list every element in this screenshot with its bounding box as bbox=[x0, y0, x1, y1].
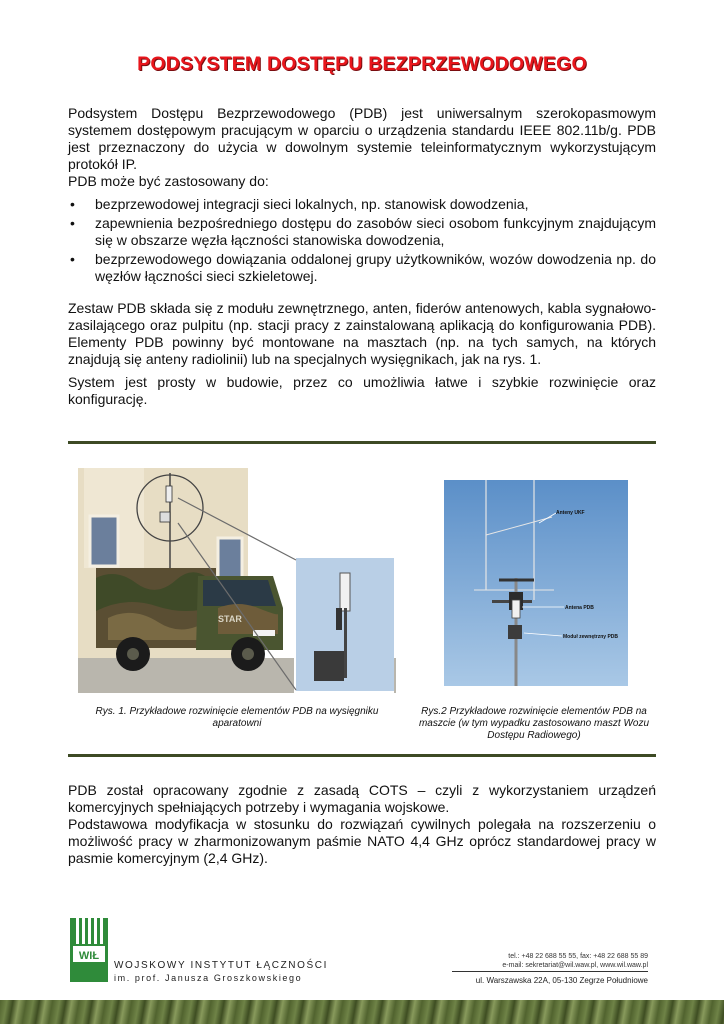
usage-list bbox=[68, 196, 656, 287]
section-divider bbox=[68, 754, 656, 757]
antenna-icon bbox=[340, 573, 350, 611]
intro-lead: PDB może być zastosowany do: bbox=[68, 173, 269, 189]
module-icon bbox=[508, 625, 522, 639]
contact-address: ul. Warszawska 22A, 05-130 Zegrze Południowe bbox=[475, 976, 648, 985]
logo-text: WIŁ bbox=[78, 950, 100, 962]
contact-email: e-mail: sekretariat@wil.waw.pl, www.wil.waw.pl bbox=[502, 962, 648, 969]
section-divider bbox=[68, 441, 656, 444]
module-icon bbox=[314, 651, 344, 681]
page-title: PODSYSTEM DOSTĘPU BEZPRZEWODOWEGO bbox=[137, 53, 587, 75]
figure-2-caption: Rys.2 Przykładowe rozwinięcie elementów PDB na maszcie (w tym wypadku zastosowano maszt Wozu Dostępu Radiowego) bbox=[418, 706, 650, 741]
figure-1-caption: Rys. 1. Przykładowe rozwinięcie elementów PDB na wysięgniku aparatowni bbox=[95, 706, 379, 729]
closing-paragraph: PDB został opracowany zgodnie z zasadą COTS – czyli z wykorzystaniem urządzeń komercyjnych spełniających potrzeby i wymagania wojskowe. bbox=[68, 782, 656, 815]
label-ukf: Anteny UKF bbox=[556, 510, 585, 516]
camouflage-band bbox=[0, 1000, 724, 1024]
intro-text bbox=[68, 105, 656, 190]
footer-divider bbox=[452, 971, 648, 972]
institute-logo bbox=[70, 918, 108, 982]
closing-text bbox=[68, 782, 656, 867]
window bbox=[90, 516, 118, 566]
institute-patron: im. prof. Janusza Groszkowskiego bbox=[114, 973, 303, 983]
list-item: • zapewnienia bezpośredniego dostępu do zasobów sieci osobom funkcyjnym znajdującym się w obszarze węzła łączności stanowiska dowodzenia, bbox=[68, 215, 656, 249]
window bbox=[218, 538, 242, 578]
list-item: • bezprzewodowej integracji sieci lokalnych, np. stanowisk dowodzenia, bbox=[68, 196, 656, 213]
antenna-icon bbox=[512, 600, 520, 618]
body-paragraph: Zestaw PDB składa się z modułu zewnętrznego, anten, fiderów antenowych, kabla sygnałowo-zasilającego oraz pulpitu (np. stacji pracy z zainstalowaną aplikacją do konfigurowania PDB). Elementy PDB powinny być montowane na masztach (np. na tych samych, na których znajdują się anteny radiolinii) lub na specjalnych wysięgnikach, jak na rys. 1. bbox=[68, 300, 656, 367]
body-paragraph: System jest prosty w budowie, przez co umożliwia łatwe i szybkie rozwinięcie oraz konfigurację. bbox=[68, 374, 656, 407]
institute-name: WOJSKOWY INSTYTUT ŁĄCZNOŚCI bbox=[114, 960, 328, 971]
truck-brand: STAR bbox=[218, 614, 242, 624]
label-module: Moduł zewnętrzny PDB bbox=[563, 634, 619, 640]
antenna-icon bbox=[166, 486, 172, 502]
figure-2-photo bbox=[444, 480, 628, 686]
closing-paragraph: Podstawowa modyfikacja w stosunku do rozwiązań cywilnych polegała na rozszerzeniu o możliwość pracy w zharmonizowanym paśmie NATO 4,4 GHz oprócz standardowej pracy w pasmie komercyjnym (2,4 GHz). bbox=[68, 816, 656, 866]
body-text bbox=[68, 300, 656, 408]
list-item: • bezprzewodowego dowiązania oddalonej grupy użytkowników, wozów dowodzenia np. do węzłów łączności sieci szkieletowej. bbox=[68, 251, 656, 285]
label-pdb: Antena PDB bbox=[565, 605, 594, 611]
figure-1-photo bbox=[78, 468, 396, 693]
intro-paragraph: Podsystem Dostępu Bezprzewodowego (PDB) jest uniwersalnym szerokopasmowym systemem dostępowym pracującym w oparciu o urządzenia standardu IEEE 802.11b/g. PDB jest przeznaczony do użycia w dowolnym systemie teleinformatycznym wykorzystującym protokół IP. bbox=[68, 105, 656, 172]
contact-phone: tel.: +48 22 688 55 55, fax: +48 22 688 55 89 bbox=[508, 953, 648, 960]
